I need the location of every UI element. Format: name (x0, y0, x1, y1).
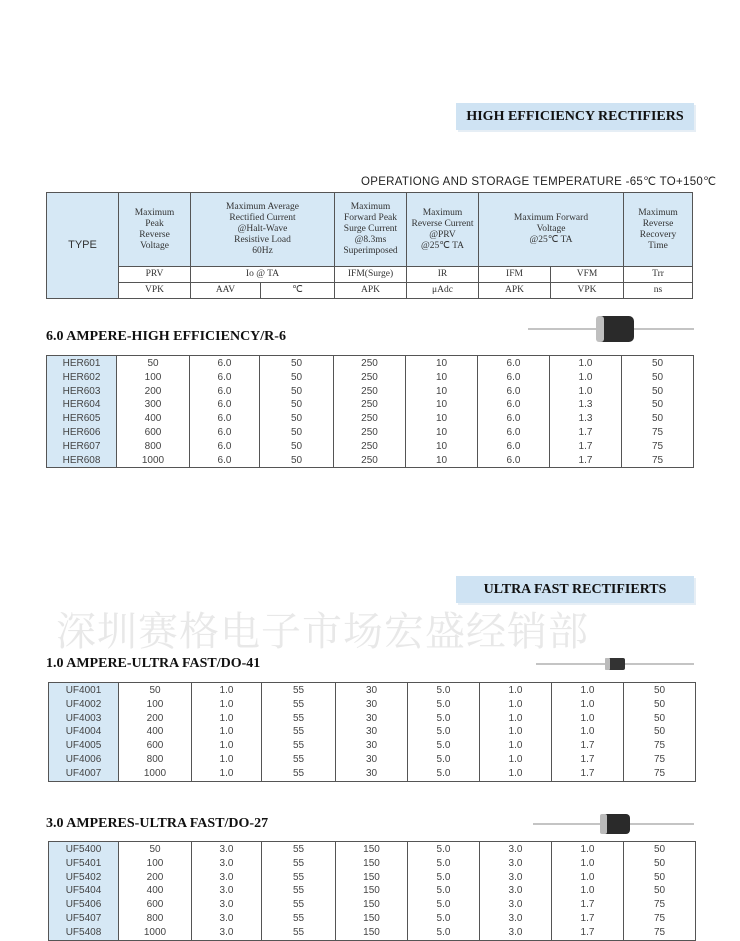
table-cell: 55 (292, 912, 305, 924)
ultra-fast-badge (456, 576, 694, 603)
table-cell: 1.7 (580, 753, 595, 765)
col-ta (262, 842, 336, 941)
table-cell: 800 (146, 753, 164, 765)
table-cell: 5.0 (436, 685, 451, 696)
table-cell: 1.7 (580, 926, 595, 938)
table-cell: 50 (147, 358, 159, 369)
col-io (192, 683, 262, 782)
table-cell: 150 (363, 912, 380, 924)
table-cell: 1000 (143, 926, 167, 938)
table-cell: 55 (292, 857, 305, 869)
col-ifm (480, 842, 552, 941)
table-cell: 100 (144, 371, 162, 383)
col-ta (260, 356, 334, 468)
table-cell: 1.0 (508, 712, 523, 724)
col-header-recovery-time: Maximum Reverse Recovery Time (624, 193, 693, 267)
col-header-forward-voltage: Maximum Forward Voltage @25℃ TA (479, 193, 624, 267)
col-header-avg-rectified-current: Maximum Average Rectified Current @Halt-Wave Resistive Load 60Hz (191, 193, 335, 267)
table-cell: 5.0 (436, 740, 451, 752)
table-cell: 50 (290, 413, 303, 425)
table-cell: 600 (146, 740, 164, 752)
table-cell: 6.0 (217, 358, 232, 369)
table-cell: 1.0 (580, 726, 595, 738)
table-cell: 1.0 (219, 767, 234, 779)
part-number-cell: UF4006 (65, 753, 102, 765)
col-trr (624, 683, 696, 782)
ultra-fast-badge-label: ULTRA FAST RECTIFIERTS (483, 581, 667, 597)
table-cell: 30 (365, 740, 378, 752)
unit-apk: APK (335, 283, 407, 299)
table-cell: 250 (361, 426, 378, 438)
table-cell: 100 (146, 857, 164, 869)
table-cell: 6.0 (506, 371, 521, 383)
table-cell: 1.0 (508, 753, 523, 765)
table-cell: 150 (363, 857, 380, 869)
table-cell: 1.0 (508, 767, 523, 779)
table-cell: 50 (653, 844, 666, 855)
table-cell: 150 (363, 926, 380, 938)
table-cell: 30 (365, 753, 378, 765)
col-part-number (47, 356, 117, 468)
table-cell: 600 (144, 426, 162, 438)
symbol-io: Io @ TA (191, 267, 335, 283)
unit-aav: AAV (191, 283, 261, 299)
table-cell: 5.0 (436, 767, 451, 779)
table-cell: 10 (435, 358, 448, 369)
table-cell: 6.0 (506, 385, 521, 397)
col-header-peak-reverse-voltage: Maximum Peak Reverse Voltage (119, 193, 191, 267)
table-cell: 50 (290, 440, 303, 452)
uf4000-data-table (48, 682, 696, 782)
table-cell: 1.7 (580, 899, 595, 911)
table-cell: 3.0 (508, 871, 523, 883)
table-cell: 1000 (141, 454, 165, 466)
table-cell: 250 (361, 371, 378, 383)
table-cell: 50 (290, 371, 303, 383)
type-column-header: TYPE (47, 193, 119, 299)
table-cell: 1.0 (219, 740, 234, 752)
table-cell: 1.0 (578, 358, 593, 369)
table-cell: 1.0 (580, 712, 595, 724)
table-cell: 1.0 (580, 857, 595, 869)
part-number-cell: UF5406 (65, 899, 102, 911)
table-cell: 800 (144, 440, 162, 452)
table-cell: 55 (292, 698, 305, 710)
table-cell: 200 (146, 871, 164, 883)
part-number-cell: UF4007 (65, 767, 102, 779)
part-number-cell: HER605 (62, 413, 101, 425)
symbol-ifm: IFM (479, 267, 551, 283)
table-cell: 55 (292, 899, 305, 911)
table-cell: 5.0 (436, 753, 451, 765)
table-cell: 6.0 (217, 413, 232, 425)
table-cell: 250 (361, 413, 378, 425)
table-cell: 1.0 (219, 698, 234, 710)
col-ifm (478, 356, 550, 468)
spec-header-table (46, 192, 693, 299)
table-cell: 55 (292, 753, 305, 765)
col-part-number (49, 842, 119, 941)
part-number-cell: HER608 (62, 454, 101, 466)
part-number-cell: UF4002 (65, 698, 102, 710)
table-cell: 3.0 (219, 899, 234, 911)
part-number-cell: UF4004 (65, 726, 102, 738)
table-cell: 1.0 (508, 698, 523, 710)
table-cell: 1.0 (508, 685, 523, 696)
table-cell: 6.0 (506, 413, 521, 425)
table-cell: 3.0 (219, 912, 234, 924)
table-cell: 5.0 (436, 698, 451, 710)
table-cell: 6.0 (217, 426, 232, 438)
col-vfm (552, 842, 624, 941)
part-number-cell: UF5401 (65, 857, 102, 869)
table-cell: 6.0 (217, 385, 232, 397)
table-cell: 50 (651, 413, 664, 425)
table-cell: 250 (361, 385, 378, 397)
page-title-badge (456, 103, 694, 130)
part-number-cell: HER607 (62, 440, 101, 452)
operating-temperature-note: OPERATIONG AND STORAGE TEMPERATURE -65℃ TO+150℃ (361, 176, 717, 188)
part-number-cell: UF4001 (65, 685, 102, 696)
table-cell: 5.0 (436, 899, 451, 911)
table-cell: 3.0 (508, 912, 523, 924)
table-cell: 75 (653, 912, 666, 924)
table-cell: 30 (365, 767, 378, 779)
table-cell: 5.0 (436, 844, 451, 855)
table-cell: 1.7 (578, 426, 593, 438)
table-cell: 150 (363, 871, 380, 883)
part-number-cell: UF5407 (65, 912, 102, 924)
col-ifsm (334, 356, 406, 468)
table-cell: 1.0 (580, 871, 595, 883)
col-trr (624, 842, 696, 941)
table-cell: 10 (435, 454, 448, 466)
table-cell: 600 (146, 899, 164, 911)
table-cell: 1.0 (219, 712, 234, 724)
table-cell: 75 (651, 440, 664, 452)
table-cell: 1.0 (580, 685, 595, 696)
table-cell: 3.0 (508, 857, 523, 869)
table-cell: 250 (361, 440, 378, 452)
table-cell: 50 (290, 426, 303, 438)
table-cell: 50 (651, 399, 664, 411)
table-cell: 75 (653, 899, 666, 911)
part-number-cell: HER606 (62, 426, 101, 438)
table-cell: 50 (290, 358, 303, 369)
table-cell: 50 (653, 857, 666, 869)
col-ifm (480, 683, 552, 782)
table-cell: 50 (651, 371, 664, 383)
table-cell: 3.0 (219, 871, 234, 883)
watermark: 深圳赛格电子市场宏盛经销部 (56, 609, 589, 655)
table-cell: 1.0 (219, 685, 234, 696)
table-cell: 6.0 (506, 426, 521, 438)
table-cell: 50 (651, 358, 664, 369)
table-cell: 1.0 (580, 885, 595, 897)
part-number-cell: UF5404 (65, 885, 102, 897)
table-cell: 5.0 (436, 885, 451, 897)
table-cell: 800 (146, 912, 164, 924)
table-cell: 5.0 (436, 871, 451, 883)
table-cell: 55 (292, 685, 305, 696)
table-cell: 1.7 (578, 454, 593, 466)
table-cell: 1.0 (580, 698, 595, 710)
table-cell: 50 (653, 871, 666, 883)
part-number-cell: HER604 (62, 399, 101, 411)
table-cell: 1.7 (580, 740, 595, 752)
table-cell: 50 (149, 685, 161, 696)
part-number-cell: HER601 (62, 358, 101, 369)
col-prv (119, 842, 192, 941)
section-title-her: 6.0 AMPERE-HIGH EFFICIENCY/R-6 (46, 329, 286, 344)
table-cell: 1.0 (508, 740, 523, 752)
table-cell: 1.0 (508, 726, 523, 738)
unit-celsius: ℃ (261, 283, 335, 299)
col-trr (622, 356, 694, 468)
table-cell: 250 (361, 358, 378, 369)
table-cell: 5.0 (436, 712, 451, 724)
table-cell: 1.7 (578, 440, 593, 452)
table-cell: 3.0 (508, 926, 523, 938)
col-ta (262, 683, 336, 782)
section-title-uf5400: 3.0 AMPERES-ULTRA FAST/DO-27 (46, 816, 269, 831)
table-cell: 55 (292, 844, 305, 855)
page-title: HIGH EFFICIENCY RECTIFIERS (466, 108, 684, 124)
table-cell: 55 (292, 767, 305, 779)
col-io (192, 842, 262, 941)
table-cell: 55 (292, 740, 305, 752)
col-vfm (550, 356, 622, 468)
table-cell: 6.0 (506, 399, 521, 411)
table-cell: 50 (653, 712, 666, 724)
part-number-cell: UF5402 (65, 871, 102, 883)
table-cell: 1.0 (580, 844, 595, 855)
col-ir (408, 842, 480, 941)
table-cell: 1.3 (578, 413, 593, 425)
table-cell: 1.0 (578, 385, 593, 397)
unit-vpk-2: VPK (551, 283, 624, 299)
table-cell: 3.0 (508, 844, 523, 855)
table-cell: 50 (290, 385, 303, 397)
col-prv (119, 683, 192, 782)
table-cell: 75 (653, 926, 666, 938)
table-cell: 150 (363, 899, 380, 911)
table-cell: 3.0 (219, 857, 234, 869)
col-header-surge-current: Maximum Forward Peak Surge Current @8.3ms Superimposed (335, 193, 407, 267)
table-cell: 6.0 (217, 371, 232, 383)
col-ir (406, 356, 478, 468)
her-data-table (46, 355, 694, 468)
table-cell: 150 (363, 844, 380, 855)
table-cell: 75 (651, 454, 664, 466)
table-cell: 400 (146, 885, 164, 897)
table-cell: 75 (653, 753, 666, 765)
symbol-trr: Trr (624, 267, 693, 283)
part-number-cell: UF5400 (65, 844, 102, 855)
table-cell: 5.0 (436, 926, 451, 938)
part-number-cell: HER602 (62, 371, 101, 383)
table-cell: 3.0 (508, 885, 523, 897)
table-cell: 1.0 (219, 753, 234, 765)
symbol-vfm: VFM (551, 267, 624, 283)
table-cell: 50 (651, 385, 664, 397)
unit-apk-2: APK (479, 283, 551, 299)
part-number-cell: UF5408 (65, 926, 102, 938)
table-cell: 75 (651, 426, 664, 438)
table-cell: 55 (292, 926, 305, 938)
col-prv (117, 356, 190, 468)
table-cell: 400 (146, 726, 164, 738)
table-cell: 50 (149, 844, 161, 855)
table-cell: 10 (435, 440, 448, 452)
table-cell: 55 (292, 871, 305, 883)
table-cell: 6.0 (506, 440, 521, 452)
table-cell: 3.0 (508, 899, 523, 911)
part-number-cell: UF4003 (65, 712, 102, 724)
unit-uadc: μAdc (407, 283, 479, 299)
col-vfm (552, 683, 624, 782)
table-cell: 1000 (143, 767, 167, 779)
table-cell: 50 (653, 726, 666, 738)
table-cell: 75 (653, 740, 666, 752)
table-cell: 250 (361, 454, 378, 466)
section-title-uf4000: 1.0 AMPERE-ULTRA FAST/DO-41 (46, 656, 261, 671)
col-header-reverse-current: Maximum Reverse Current @PRV @25℃ TA (407, 193, 479, 267)
diode-r6-icon (528, 314, 694, 344)
table-cell: 55 (292, 726, 305, 738)
table-cell: 150 (363, 885, 380, 897)
col-ir (408, 683, 480, 782)
table-cell: 10 (435, 399, 448, 411)
diode-do41-icon (536, 656, 694, 672)
table-cell: 3.0 (219, 885, 234, 897)
table-cell: 30 (365, 712, 378, 724)
table-cell: 5.0 (436, 726, 451, 738)
table-cell: 5.0 (436, 912, 451, 924)
table-cell: 1.3 (578, 399, 593, 411)
table-cell: 30 (365, 685, 378, 696)
table-cell: 1.0 (578, 371, 593, 383)
table-cell: 400 (144, 413, 162, 425)
table-cell: 200 (144, 385, 162, 397)
part-number-cell: HER603 (62, 385, 101, 397)
table-cell: 6.0 (217, 440, 232, 452)
col-ifsm (336, 683, 408, 782)
table-cell: 10 (435, 426, 448, 438)
table-cell: 50 (290, 454, 303, 466)
table-cell: 1.7 (580, 767, 595, 779)
table-cell: 100 (146, 698, 164, 710)
table-cell: 6.0 (506, 358, 521, 369)
col-part-number (49, 683, 119, 782)
symbol-prv: PRV (119, 267, 191, 283)
unit-ns: ns (624, 283, 693, 299)
table-cell: 5.0 (436, 857, 451, 869)
uf5400-data-table (48, 841, 696, 941)
col-ifsm (336, 842, 408, 941)
table-cell: 55 (292, 885, 305, 897)
unit-vpk: VPK (119, 283, 191, 299)
col-io (190, 356, 260, 468)
table-cell: 300 (144, 399, 162, 411)
table-cell: 10 (435, 413, 448, 425)
table-cell: 6.0 (217, 454, 232, 466)
table-cell: 6.0 (217, 399, 232, 411)
diode-do27-icon (533, 812, 694, 836)
table-cell: 3.0 (219, 844, 234, 855)
table-cell: 50 (290, 399, 303, 411)
table-cell: 50 (653, 685, 666, 696)
table-cell: 55 (292, 712, 305, 724)
table-cell: 1.0 (219, 726, 234, 738)
symbol-ifm-surge: IFM(Surge) (335, 267, 407, 283)
table-cell: 200 (146, 712, 164, 724)
table-cell: 10 (435, 385, 448, 397)
table-cell: 50 (653, 885, 666, 897)
table-cell: 10 (435, 371, 448, 383)
table-cell: 6.0 (506, 454, 521, 466)
symbol-ir: IR (407, 267, 479, 283)
table-cell: 50 (653, 698, 666, 710)
part-number-cell: UF4005 (65, 740, 102, 752)
table-cell: 3.0 (219, 926, 234, 938)
table-cell: 30 (365, 726, 378, 738)
table-cell: 1.7 (580, 912, 595, 924)
table-cell: 250 (361, 399, 378, 411)
table-cell: 75 (653, 767, 666, 779)
table-cell: 30 (365, 698, 378, 710)
